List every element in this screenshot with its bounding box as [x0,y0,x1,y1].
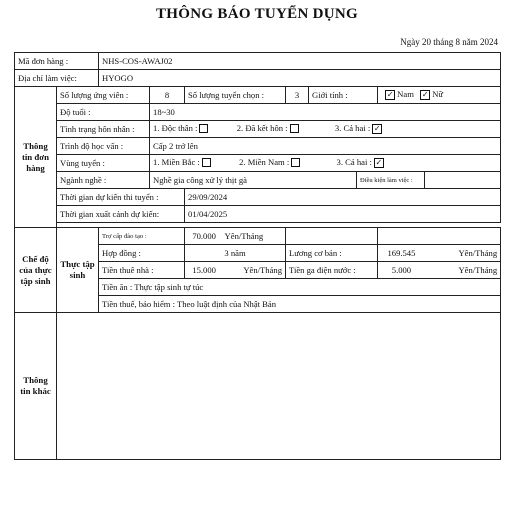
male-checkbox[interactable]: ✓ [386,89,394,99]
training-allowance-unit: Yên/Tháng [224,231,264,241]
industry-value: Nghề gia công xử lý thịt gà [150,172,357,189]
departure-value: 01/04/2025 [185,206,501,223]
utilities-cell [378,262,501,279]
single-checkbox[interactable] [199,124,208,133]
training-allowance-row [15,228,501,245]
hire-count-label: Số lượng tuyển chọn : [185,87,286,104]
gender-label: Giới tính : [309,87,378,104]
salary-cell [378,245,501,262]
gender-options [378,87,501,104]
gender-female-label: Nữ [432,89,444,100]
conditions-label: Điều kiện làm việc : [357,172,425,189]
both-region-checkbox[interactable]: ✓ [375,157,383,167]
utilities-value: 5.000 [391,265,412,275]
contract-value: 3 năm [185,245,286,262]
region-options [150,155,501,172]
marital-single-label: 1. Độc thân : [153,123,198,134]
both-marital-checkbox[interactable]: ✓ [373,123,381,133]
marital-row [15,121,501,138]
meals-text: Tiền ăn : Thực tập sinh tự túc [99,279,501,296]
departure-label: Thời gian xuất cảnh dự kiến: [57,206,185,223]
age-label: Độ tuổi : [57,104,150,121]
north-checkbox[interactable] [202,158,211,167]
exam-date-label: Thời gian dự kiến thi tuyển : [57,189,185,206]
regime-section-title: Chế độ của thực tập sinh [15,228,57,313]
age-value: 18~30 [150,104,501,121]
salary-label: Lương cơ bản : [286,245,378,262]
other-info-row [15,313,501,460]
education-row [15,138,501,155]
region-label: Vùng tuyển : [57,155,150,172]
order-info-section-title: Thông tin đơn hàng [15,87,57,228]
training-allowance-cell [185,228,286,245]
rent-label: Tiền thuê nhà : [99,262,185,279]
regime-sub-title: Thực tập sinh [57,228,99,313]
order-value: NHS-COS-AWAJ02 [99,53,501,70]
utilities-label: Tiền ga điện nước : [286,262,378,279]
recruitment-form [14,52,501,460]
south-checkbox[interactable] [291,158,300,167]
region-south-label: 2. Miền Nam : [239,157,290,168]
insurance-text: Tiền thuế, bảo hiểm : Theo luật định của Nhật Bản [99,296,501,313]
exam-date-value: 29/09/2024 [185,189,501,206]
marital-married-label: 2. Đã kết hôn : [236,123,288,134]
contract-label: Hợp đồng : [99,245,185,262]
workplace-label: Địa chỉ làm việc: [15,70,99,87]
gender-male-label: Nam [397,89,414,100]
marital-both-label: 3. Cả hai : [334,123,371,134]
female-checkbox[interactable]: ✓ [421,89,429,99]
staff-count-label: Số lượng ứng viên : [57,87,150,104]
staff-count-row [15,87,501,104]
staff-count-value: 8 [150,87,185,104]
utilities-unit: Yên/Tháng [458,265,498,275]
marital-label: Tình trạng hôn nhân : [57,121,150,138]
married-checkbox[interactable] [290,124,299,133]
other-info-section-title: Thông tin khác [15,313,57,460]
workplace-value: HYOGO [99,70,501,87]
industry-row [15,172,501,189]
departure-row [15,206,501,223]
region-both-label: 3. Cả hai : [336,157,372,168]
other-info-content [57,313,501,460]
page-title: THÔNG BÁO TUYỂN DỤNG [156,6,358,22]
rent-value: 15.000 [192,265,216,275]
hire-count-value: 3 [286,87,309,104]
education-value: Cấp 2 trở lên [150,138,501,155]
salary-unit: Yên/Tháng [458,248,498,258]
region-north-label: 1. Miền Bắc : [153,157,200,168]
order-label: Mã đơn hàng : [15,53,99,70]
industry-label: Ngành nghề : [57,172,150,189]
training-allowance-value: 70.000 [192,231,216,241]
order-row [15,53,501,70]
age-row [15,104,501,121]
exam-date-row [15,189,501,206]
rent-unit: Yên/Tháng [243,265,283,275]
rent-cell [185,262,286,279]
region-row [15,155,501,172]
salary-value: 169.545 [387,248,416,258]
training-allowance-label: Trợ cấp đào tạo : [99,228,185,245]
notice-date: Ngày 20 tháng 8 năm 2024 [400,37,498,47]
workplace-row [15,70,501,87]
education-label: Trình độ học vấn : [57,138,150,155]
marital-options [150,121,501,138]
